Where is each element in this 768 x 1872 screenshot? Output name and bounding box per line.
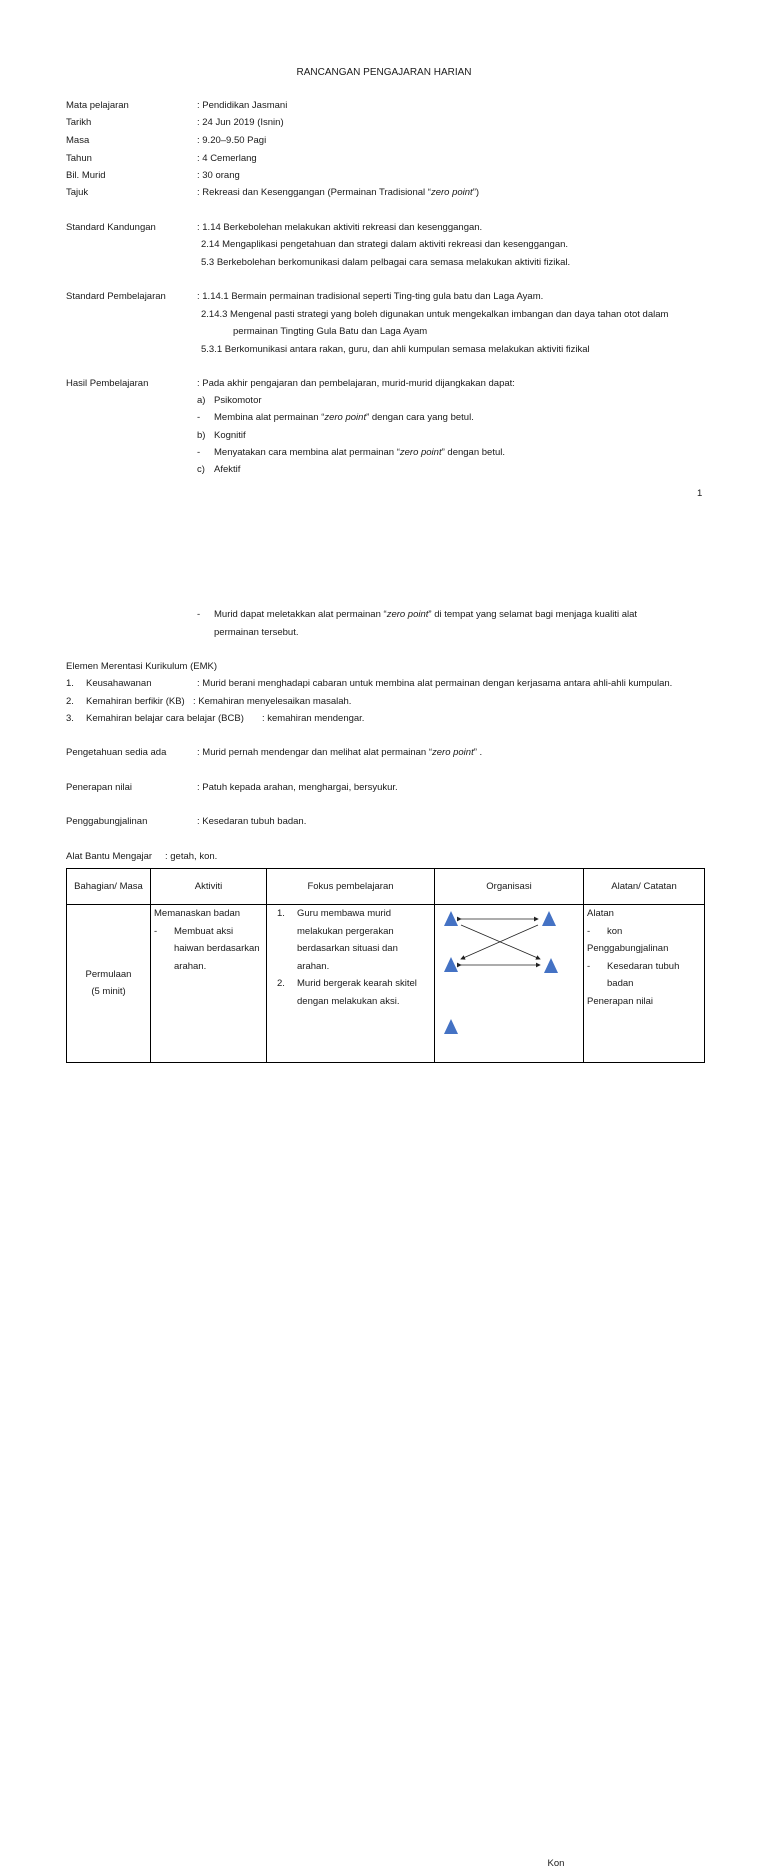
fokus-text: Guru membawa murid melakukan pergerakan berdasarkan situasi dan arahan.: [297, 905, 431, 975]
alatan-item: [587, 958, 701, 993]
alatan-item: [587, 923, 701, 941]
bahagian-name: Permulaan: [70, 966, 147, 984]
info-value-topic: : Rekreasi dan Kesenggangan (Permainan Tradisional “zero point”): [197, 187, 479, 198]
emk-label: Kemahiran belajar cara belajar (BCB): [86, 713, 244, 724]
alatan-head: Penerapan nilai: [587, 993, 701, 1011]
table-header-row: [67, 869, 705, 905]
penerapan-label: Penerapan nilai: [66, 782, 132, 793]
cone-icon: [544, 958, 558, 973]
standard-kandungan-item: 2.14 Mengaplikasi pengetahuan dan strategi dalam aktiviti rekreasi dan kesenggangan.: [201, 239, 568, 250]
header-alatan: Alatan/ Catatan: [584, 869, 705, 905]
fokus-num: 1.: [277, 905, 297, 975]
info-label-students: Bil. Murid: [66, 170, 106, 181]
standard-pembelajaran-label: Standard Pembelajaran: [66, 291, 166, 302]
emk-label: Kemahiran berfikir (KB): [86, 696, 185, 707]
info-label-time: Masa: [66, 135, 89, 146]
page-number: 1: [697, 488, 702, 499]
hasil-b-marker: b): [197, 430, 205, 441]
emk-num: 3.: [66, 713, 74, 724]
hasil-b-dash: -: [197, 447, 200, 458]
aktiviti-item-text: Membuat aksi haiwan berdasarkan arahan.: [174, 923, 263, 976]
hasil-intro: : Pada akhir pengajaran dan pembelajaran, murid-murid dijangkakan dapat:: [197, 378, 515, 389]
bahagian-masa: (5 minit): [70, 983, 147, 1001]
penerapan-value: : Patuh kepada arahan, menghargai, bersyukur.: [197, 782, 398, 793]
header-organisasi: Organisasi: [435, 869, 584, 905]
alatan-dash: -: [587, 958, 607, 993]
standard-pembelajaran-item-cont: permainan Tingting Gula Batu dan Laga Ayam: [233, 326, 427, 337]
emk-num: 1.: [66, 678, 74, 689]
info-label-date: Tarikh: [66, 117, 91, 128]
penggabungjalinan-label: Penggabungjalinan: [66, 816, 147, 827]
header-fokus: Fokus pembelajaran: [267, 869, 435, 905]
table-row: [67, 905, 705, 1063]
emk-value: : kemahiran mendengar.: [262, 713, 364, 724]
info-label-year: Tahun: [66, 153, 92, 164]
aktiviti-dash: -: [154, 923, 174, 976]
hasil-c-text: Afektif: [214, 464, 240, 475]
afektif-item: Murid dapat meletakkan alat permainan “zero point” di tempat yang selamat bagi menjaga kualiti alat: [214, 609, 637, 620]
aktiviti-item: [154, 923, 263, 976]
info-value-year: : 4 Cemerlang: [197, 153, 257, 164]
cell-aktiviti: [151, 905, 267, 1063]
info-label-subject: Mata pelajaran: [66, 100, 129, 111]
info-value-time: : 9.20–9.50 Pagi: [197, 135, 266, 146]
alatan-item-text: Kesedaran tubuh badan: [607, 958, 701, 993]
emk-value: : Kemahiran menyelesaikan masalah.: [193, 696, 351, 707]
cone-icon: [444, 957, 458, 972]
hasil-a-sub: Membina alat permainan “zero point” dengan cara yang betul.: [214, 412, 474, 423]
fokus-item: [277, 975, 431, 1010]
penggabungjalinan-value: : Kesedaran tubuh badan.: [197, 816, 306, 827]
info-value-date: : 24 Jun 2019 (Isnin): [197, 117, 284, 128]
standard-kandungan-label: Standard Kandungan: [66, 222, 156, 233]
header-aktiviti: Aktiviti: [151, 869, 267, 905]
emk-heading: Elemen Merentasi Kurikulum (EMK): [66, 661, 217, 672]
cell-bahagian: [67, 905, 151, 1063]
hasil-c-marker: c): [197, 464, 205, 475]
emk-value: : Murid berani menghadapi cabaran untuk membina alat permainan dengan kerjasama antara ahli-ahli kumpulan.: [197, 678, 672, 689]
emk-num: 2.: [66, 696, 74, 707]
alat-bantu-value: : getah, kon.: [165, 851, 217, 862]
lesson-table: [66, 868, 705, 1063]
hasil-label: Hasil Pembelajaran: [66, 378, 148, 389]
hasil-b-text: Kognitif: [214, 430, 246, 441]
info-value-students: : 30 orang: [197, 170, 240, 181]
alat-bantu-label: Alat Bantu Mengajar: [66, 851, 152, 862]
alatan-item-text: kon: [607, 923, 622, 941]
aktiviti-title: Memanaskan badan: [154, 905, 263, 923]
standard-pembelajaran-item: : 1.14.1 Bermain permainan tradisional seperti Ting-ting gula batu dan Laga Ayam.: [197, 291, 543, 302]
pengetahuan-label: Pengetahuan sedia ada: [66, 747, 166, 758]
standard-pembelajaran-item: 2.14.3 Mengenal pasti strategi yang boleh digunakan untuk mengekalkan imbangan dan daya tahan otot dalam: [201, 309, 668, 320]
fokus-item: [277, 905, 431, 975]
cone-icon: [444, 1019, 458, 1034]
hasil-a-marker: a): [197, 395, 205, 406]
fokus-text: Murid bergerak kearah skitel dengan melakukan aksi.: [297, 975, 431, 1010]
info-value-subject: : Pendidikan Jasmani: [197, 100, 287, 111]
fokus-num: 2.: [277, 975, 297, 1010]
hasil-a-dash: -: [197, 412, 200, 423]
afektif-item-cont: permainan tersebut.: [214, 627, 299, 638]
alatan-head: Penggabungjalinan: [587, 940, 701, 958]
standard-kandungan-item: 5.3 Berkebolehan berkomunikasi dalam pelbagai cara semasa melakukan aktiviti fizikal.: [201, 257, 570, 268]
document-title: RANCANGAN PENGAJARAN HARIAN: [0, 67, 768, 78]
cell-fokus: [267, 905, 435, 1063]
organisasi-label: Kon: [548, 1855, 565, 1872]
hasil-a-text: Psikomotor: [214, 395, 262, 406]
hasil-b-sub: Menyatakan cara membina alat permainan “zero point” dengan betul.: [214, 447, 505, 458]
pengetahuan-value: : Murid pernah mendengar dan melihat alat permainan “zero point” .: [197, 747, 482, 758]
header-bahagian: Bahagian/ Masa: [67, 869, 151, 905]
standard-kandungan-item: : 1.14 Berkebolehan melakukan aktiviti rekreasi dan kesenggangan.: [197, 222, 482, 233]
alatan-dash: -: [587, 923, 607, 941]
afektif-dash: -: [197, 609, 200, 620]
info-label-topic: Tajuk: [66, 187, 88, 198]
organisasi-diagram: [435, 905, 584, 1055]
cell-alatan: [584, 905, 705, 1063]
standard-pembelajaran-item: 5.3.1 Berkomunikasi antara rakan, guru, dan ahli kumpulan semasa melakukan aktiviti fizikal: [201, 344, 590, 355]
cone-icon: [444, 911, 458, 926]
alatan-head: Alatan: [587, 905, 701, 923]
emk-label: Keusahawanan: [86, 678, 152, 689]
cell-organisasi: [435, 905, 584, 1063]
cone-icon: [542, 911, 556, 926]
